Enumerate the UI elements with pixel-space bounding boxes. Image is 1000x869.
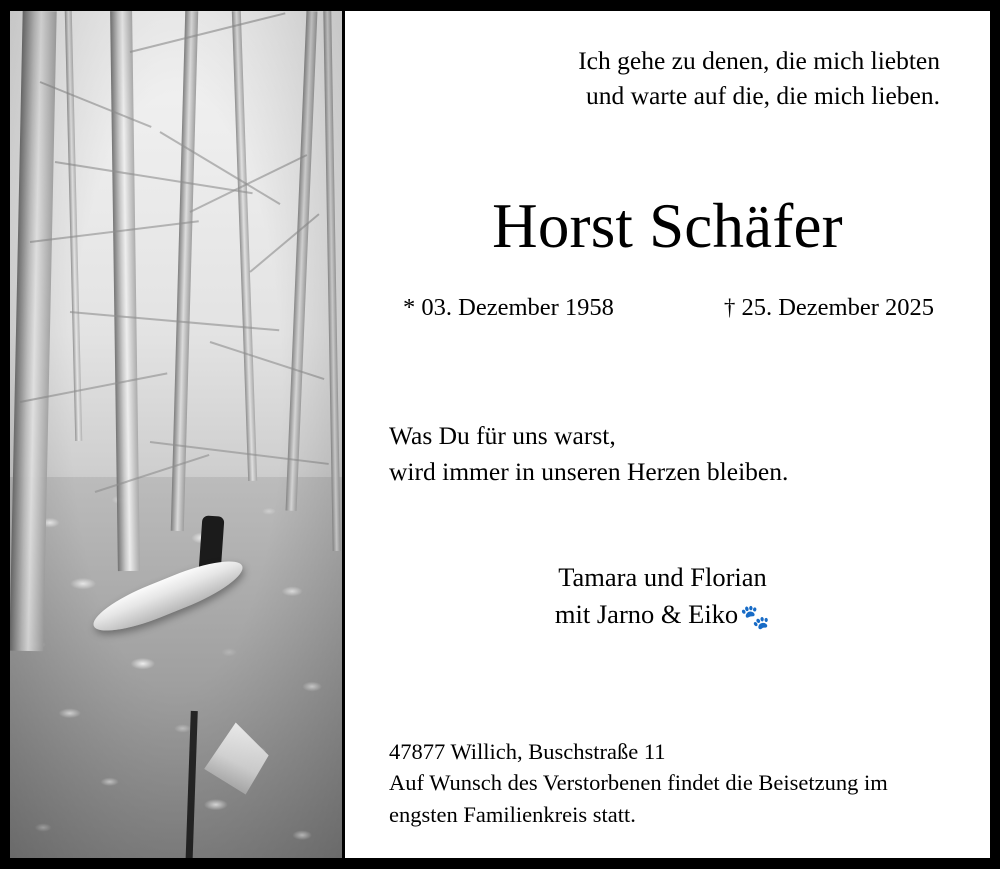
- memorial-verse-line-2: wird immer in unseren Herzen bleiben.: [389, 456, 789, 486]
- leaf-litter-ground: [10, 477, 342, 858]
- cross-icon: †: [723, 295, 736, 321]
- opening-verse: [389, 43, 940, 113]
- memorial-verse: [389, 418, 946, 488]
- burial-note-line-1: Auf Wunsch des Verstorbenen findet die Beisetzung im: [389, 770, 888, 795]
- paw-print-icon: 🐾: [740, 604, 771, 631]
- address-line: 47877 Willich, Buschstraße 11: [389, 738, 666, 764]
- burial-note-line-2: engsten Familienkreis statt.: [389, 801, 636, 827]
- funeral-details: [389, 736, 946, 831]
- opening-verse-line-1: Ich gehe zu denen, die mich liebten: [578, 46, 940, 75]
- birth-date: * 03. Dezember 1958: [403, 294, 614, 322]
- memorial-photo: [10, 11, 345, 858]
- life-dates: [389, 294, 946, 322]
- opening-verse-line-2: und warte auf die, die mich lieben.: [585, 81, 940, 111]
- deceased-name: Horst Schäfer: [492, 191, 843, 262]
- death-date: [724, 294, 934, 322]
- family-line-2: [389, 596, 936, 636]
- family-names: [389, 559, 946, 636]
- memorial-verse-line-1: Was Du für uns warst,: [389, 421, 616, 451]
- family-line-1: Tamara und Florian: [558, 561, 767, 592]
- text-panel: [345, 11, 990, 858]
- family-line-2-text: mit Jarno & Eiko: [554, 598, 739, 629]
- death-date-text: 25. Dezember 2025: [741, 294, 934, 322]
